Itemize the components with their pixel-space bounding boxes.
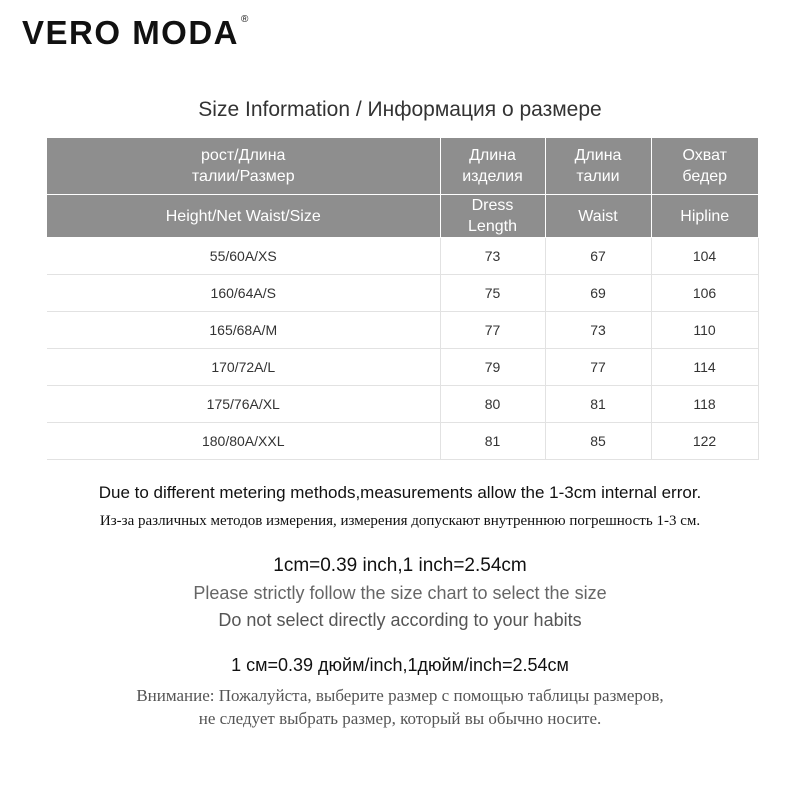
header-row-en	[47, 195, 758, 238]
waist-cell: 85	[545, 423, 651, 460]
length-cell: 80	[440, 386, 545, 423]
hip-cell: 106	[651, 275, 758, 312]
length-cell: 81	[440, 423, 545, 460]
header-ru-hip: Охват бедер	[651, 138, 758, 195]
table-row	[47, 312, 758, 349]
header-en-hip: Hipline	[651, 195, 758, 238]
brand-logo	[22, 14, 250, 52]
warning-ru-line-1: Внимание: Пожалуйста, выберите размер с помощью таблицы размеров,	[136, 686, 664, 705]
hip-cell: 114	[651, 349, 758, 386]
measurement-error-note-en: Due to different metering methods,measurements allow the 1-3cm internal error.	[98, 483, 702, 502]
length-cell: 79	[440, 349, 545, 386]
size-cell: 165/68A/M	[47, 312, 440, 349]
length-cell: 75	[440, 275, 545, 312]
warning-ru-line-2: не следует выбрать размер, который вы обычно носите.	[198, 709, 602, 728]
size-advice-line-2: Do not select directly according to your habits	[218, 610, 582, 630]
page-title: Size Information / Информация о размере	[198, 98, 602, 121]
table-row	[47, 423, 758, 460]
size-cell: 180/80A/XXL	[47, 423, 440, 460]
header-en-waist: Waist	[545, 195, 651, 238]
length-cell: 77	[440, 312, 545, 349]
header-en-size: Height/Net Waist/Size	[47, 195, 440, 238]
size-cell: 170/72A/L	[47, 349, 440, 386]
size-cell: 160/64A/S	[47, 275, 440, 312]
brand-name: VERO MODA	[22, 14, 240, 51]
header-row-ru	[47, 138, 758, 195]
table-row	[47, 275, 758, 312]
hip-cell: 110	[651, 312, 758, 349]
header-ru-length: Длина изделия	[440, 138, 545, 195]
waist-cell: 73	[545, 312, 651, 349]
length-cell: 73	[440, 238, 545, 275]
size-advice-line-1: Please strictly follow the size chart to select the size	[193, 583, 607, 603]
header-ru-size: рост/Длина талии/Размер	[47, 138, 440, 195]
waist-cell: 67	[545, 238, 651, 275]
header-ru-waist: Длина талии	[545, 138, 651, 195]
size-cell: 175/76A/XL	[47, 386, 440, 423]
size-table	[47, 138, 759, 460]
table-row	[47, 238, 758, 275]
unit-conversion-en: 1cm=0.39 inch,1 inch=2.54cm	[273, 555, 527, 576]
table-row	[47, 386, 758, 423]
measurement-error-note-ru: Из-за различных методов измерения, измерения допускают внутреннюю погрешность 1-3 см.	[99, 513, 701, 529]
hip-cell: 122	[651, 423, 758, 460]
header-en-length: Dress Length	[440, 195, 545, 238]
registered-mark: ®	[241, 14, 250, 25]
unit-conversion-ru: 1 см=0.39 дюйм/inch,1дюйм/inch=2.54см	[231, 655, 569, 675]
table-row	[47, 349, 758, 386]
size-cell: 55/60A/XS	[47, 238, 440, 275]
hip-cell: 118	[651, 386, 758, 423]
hip-cell: 104	[651, 238, 758, 275]
waist-cell: 69	[545, 275, 651, 312]
waist-cell: 81	[545, 386, 651, 423]
waist-cell: 77	[545, 349, 651, 386]
